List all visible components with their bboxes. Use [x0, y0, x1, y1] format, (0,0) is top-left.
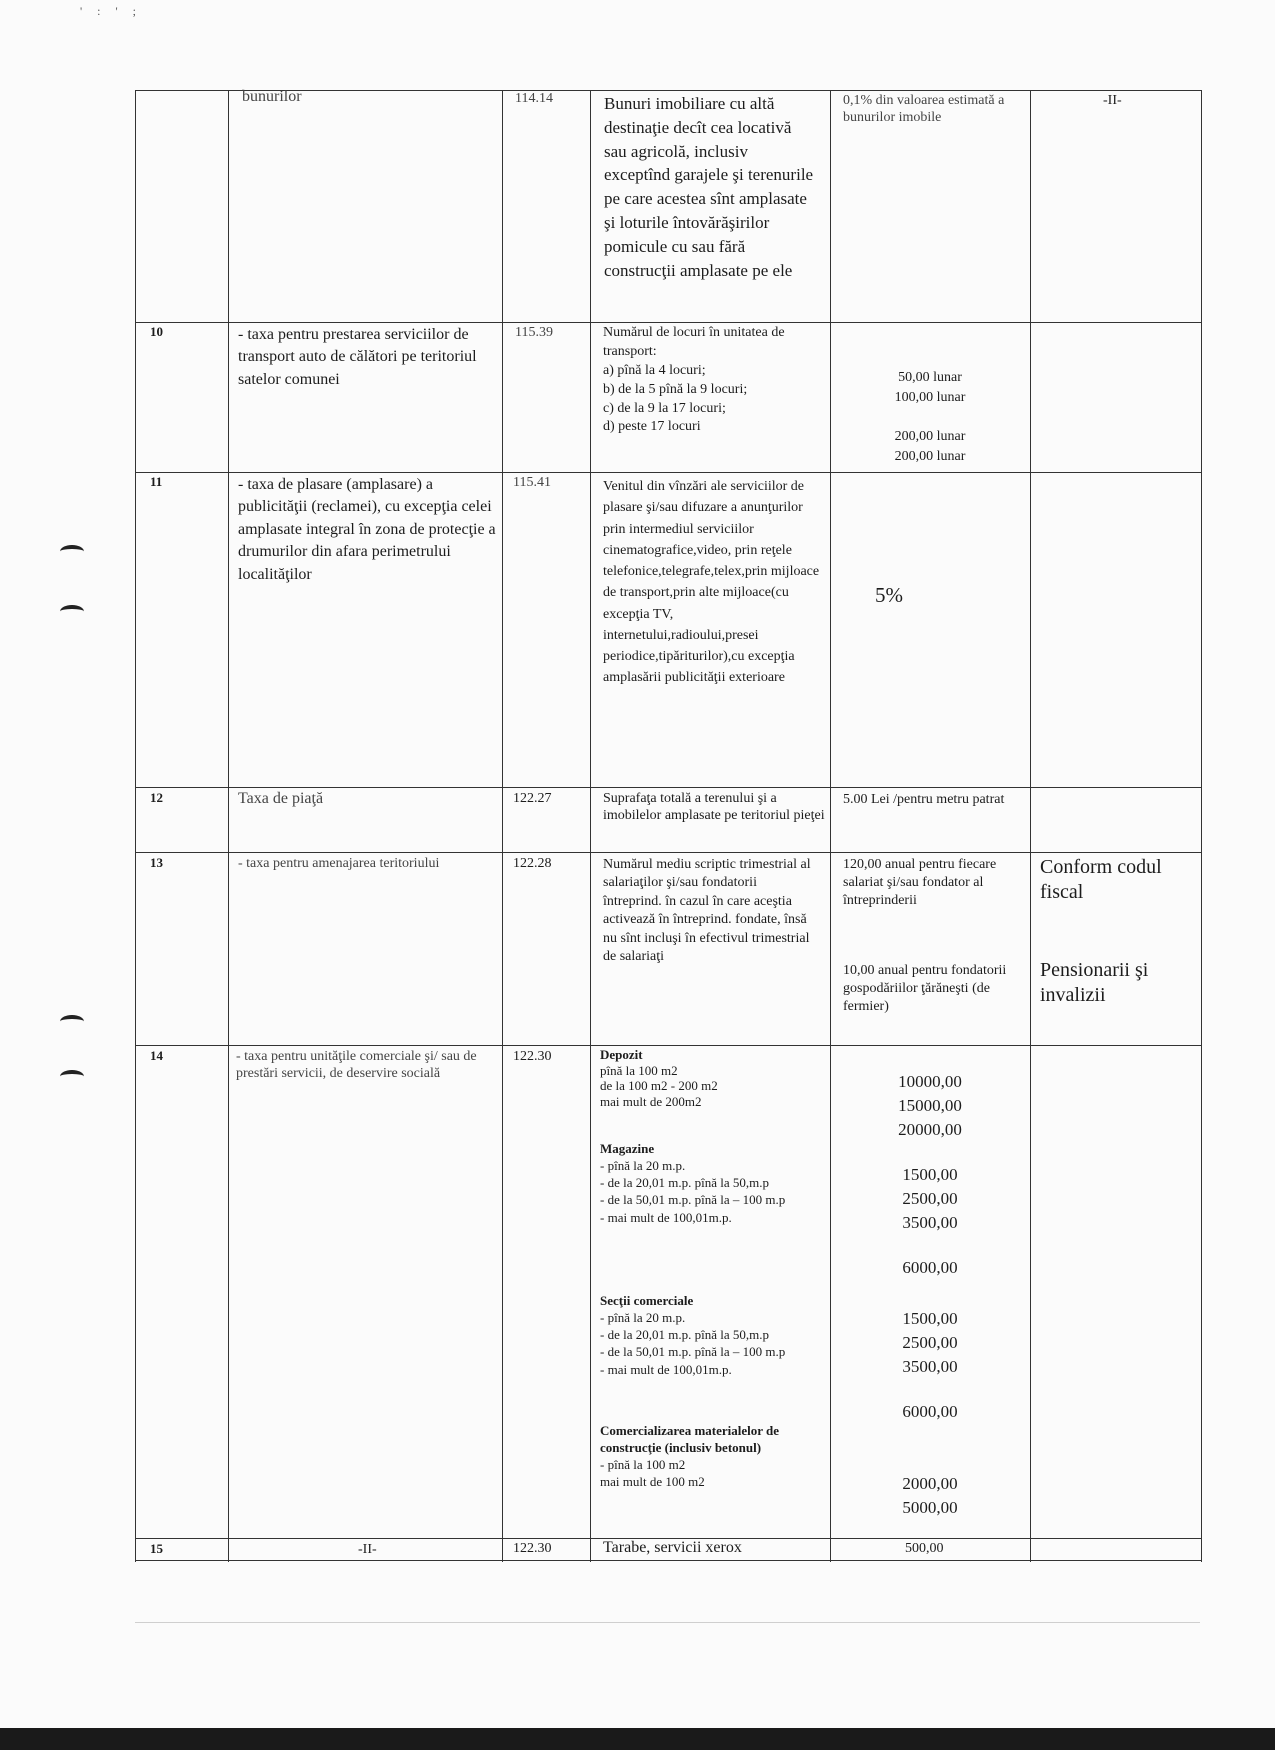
- row-15-name: -II-: [358, 1542, 377, 1557]
- row-12-base: Suprafaţa totală a terenului şi a imobilelor amplasate pe teritoriul pieţei: [603, 791, 825, 824]
- table-column-divider: [830, 90, 831, 1562]
- row-10-name: - taxa pentru prestarea serviciilor de transport auto de călători pe teritoriul satelor comunei: [238, 326, 477, 388]
- row-10-rate: 100,00 lunar: [894, 389, 966, 405]
- row-13-number: 13: [150, 855, 163, 870]
- row-15-rate: 500,00: [905, 1541, 944, 1556]
- row-11-number: 11: [150, 474, 163, 489]
- table-column-divider: [502, 90, 503, 1562]
- group-value: 20000,00: [898, 1119, 962, 1139]
- row-11-name: - taxa de plasare (amplasare) a publicităţii (reclamei), cu excepţia celei amplasate integral în zona de protecţie a drumurilor din afara perimetrului localităţilor: [238, 476, 496, 583]
- row-11-code: 115.41: [513, 475, 551, 490]
- row-continuation-code: 114.14: [515, 91, 553, 106]
- group-value: 1500,00: [902, 1165, 958, 1184]
- row-13-rate-farmers: 10,00 anual pentru fondatorii gospodăriilor ţărăneşti (de fermier): [843, 963, 1007, 1015]
- group-value: 6000,00: [902, 1258, 958, 1278]
- row-13-name: - taxa pentru amenajarea teritoriului: [238, 856, 440, 871]
- table-column-divider: [228, 90, 229, 1562]
- row-13-base: Numărul mediu scriptic trimestrial al salariaţilor şi/sau fondatorii întreprind. în cazul în care aceştia activează în întreprind. fondate, însă nu sînt incluşi în efectivul trimestrial de salariaţi: [603, 857, 811, 965]
- row-10-rate: 200,00 lunar: [894, 429, 966, 445]
- group-value: 2000,00: [902, 1474, 958, 1493]
- row-10-rates: [835, 368, 1025, 466]
- table-row-divider: [135, 472, 1201, 473]
- row-10-base-line: c) de la 9 la 17 locuri;: [603, 400, 726, 416]
- group-item: - pînă la 20 m.p.: [600, 1158, 686, 1174]
- row-11-base: Venitul din vînzări ale serviciilor de plasare şi/sau difuzare a anunţurilor prin intermediul serviciilor cinematografice,video, prin reţele telefonice,telegrafe,telex,prin mijloace de transport,prin alte mijloace(cu excepţia TV, internetului,radioului,presei periodice,tipăriturilor),cu excepţia amplasării publicităţii exterioare: [603, 479, 820, 686]
- row-13-rate-employees: 120,00 anual pentru fiecare salariat şi/sau fondator al întreprinderii: [843, 857, 997, 909]
- table-column-divider: [1030, 90, 1031, 1562]
- row-10-code: 115.39: [515, 325, 553, 340]
- row-15-number: 15: [150, 1541, 163, 1556]
- binder-hole-mark: [60, 1070, 84, 1083]
- row-14-group-magazine: [600, 1140, 815, 1226]
- group-title: Magazine: [600, 1141, 655, 1156]
- group-value: 3500,00: [902, 1356, 958, 1376]
- row-15-code: 122.30: [513, 1541, 552, 1556]
- row-10-rate: 50,00 lunar: [898, 370, 962, 385]
- row-10-base-line: a) pînă la 4 locuri;: [603, 362, 706, 378]
- row-14-group-materiale: [600, 1422, 815, 1491]
- row-14-code: 122.30: [513, 1049, 552, 1064]
- group-title: Comercializarea materialelor de construcţie (inclusiv betonul): [600, 1423, 780, 1456]
- row-13-note-pensioners: Pensionarii şi invalizii: [1040, 959, 1149, 1006]
- group-value: 3500,00: [902, 1212, 958, 1232]
- row-continuation-note: -II-: [1103, 93, 1122, 108]
- table-border: [1201, 90, 1202, 1562]
- row-11-rate: 5%: [875, 583, 903, 607]
- row-12-code: 122.27: [513, 791, 552, 806]
- row-10-base-line: d) peste 17 locuri: [603, 419, 701, 435]
- group-item: - mai mult de 100,01m.p.: [600, 1361, 732, 1377]
- table-row-divider: [135, 787, 1201, 788]
- row-12-rate: 5.00 Lei /pentru metru patrat: [843, 792, 1005, 807]
- binder-hole-mark: [60, 605, 84, 618]
- group-item: mai mult de 200m2: [600, 1093, 702, 1109]
- group-value: 2500,00: [902, 1332, 958, 1352]
- table-row-divider: [135, 322, 1201, 323]
- group-value: 1500,00: [902, 1309, 958, 1328]
- row-14-group-sectii: [600, 1292, 815, 1378]
- table-border: [135, 1560, 1201, 1561]
- row-14-number: 14: [150, 1048, 163, 1063]
- row-14-values-depozit: [850, 1070, 1010, 1141]
- row-14-name: - taxa pentru unităţile comerciale şi/ sau de prestări servicii, de deservire socială: [236, 1049, 477, 1082]
- binder-hole-mark: [60, 545, 84, 558]
- binder-hole-mark: [60, 1015, 84, 1028]
- group-value: 2500,00: [902, 1188, 958, 1208]
- scan-corner-marks: ' : ' ;: [80, 4, 142, 18]
- row-10-base-line: b) de la 5 pînă la 9 locuri;: [603, 381, 748, 397]
- group-item: de la 100 m2 - 200 m2: [600, 1078, 718, 1094]
- group-value: 15000,00: [898, 1095, 962, 1115]
- group-item: pînă la 100 m2: [600, 1062, 678, 1078]
- table-row-divider: [135, 852, 1201, 853]
- row-continuation-rate: 0,1% din valoarea estimată a bunurilor imobile: [843, 93, 1005, 126]
- group-title: Depozit: [600, 1047, 643, 1062]
- group-item: - de la 50,01 m.p. pînă la – 100 m.p: [600, 1192, 786, 1208]
- row-15-base: Tarabe, servicii xerox: [603, 1539, 742, 1556]
- row-continuation-base: Bunuri imobiliare cu altă destinaţie decît cea locativă sau agricolă, inclusiv exceptînd garajele şi terenurile pe care acestea sînt amplasate şi loturile întovărăşirilor pomicule cu sau fără construcţii amplasate pe ele: [604, 94, 814, 280]
- row-14-values-magazine: [850, 1163, 1010, 1280]
- scan-bottom-edge: [0, 1728, 1275, 1750]
- group-title: Secţii comerciale: [600, 1293, 694, 1308]
- group-value: 5000,00: [902, 1497, 958, 1517]
- group-value: 10000,00: [898, 1072, 962, 1091]
- group-item: - de la 50,01 m.p. pînă la – 100 m.p: [600, 1344, 786, 1360]
- table-column-divider: [590, 90, 591, 1562]
- table-row-divider: [135, 1045, 1201, 1046]
- row-10-number: 10: [150, 324, 163, 339]
- group-item: - mai mult de 100,01m.p.: [600, 1209, 732, 1225]
- row-14-group-depozit: [600, 1047, 815, 1109]
- group-item: mai mult de 100 m2: [600, 1474, 705, 1490]
- row-10-base: [603, 324, 823, 437]
- row-continuation-name: bunurilor: [242, 88, 302, 105]
- group-value: 6000,00: [902, 1402, 958, 1422]
- row-13-note-fiscal: Conform codul fiscal: [1040, 856, 1162, 903]
- group-item: - de la 20,01 m.p. pînă la 50,m.p: [600, 1175, 769, 1191]
- group-item: - pînă la 20 m.p.: [600, 1310, 686, 1326]
- row-14-values-materiale: [850, 1472, 1010, 1520]
- row-10-rate: 200,00 lunar: [894, 448, 966, 464]
- row-12-number: 12: [150, 790, 163, 805]
- group-item: - de la 20,01 m.p. pînă la 50,m.p: [600, 1327, 769, 1343]
- row-14-values-sectii: [850, 1307, 1010, 1424]
- scan-faint-line: [135, 1622, 1200, 1623]
- row-13-code: 122.28: [513, 856, 552, 871]
- group-item: - pînă la 100 m2: [600, 1457, 686, 1473]
- row-12-name: Taxa de piaţă: [238, 790, 324, 807]
- table-border: [135, 90, 136, 1562]
- row-10-base-line: Numărul de locuri în unitatea de transport:: [603, 325, 785, 359]
